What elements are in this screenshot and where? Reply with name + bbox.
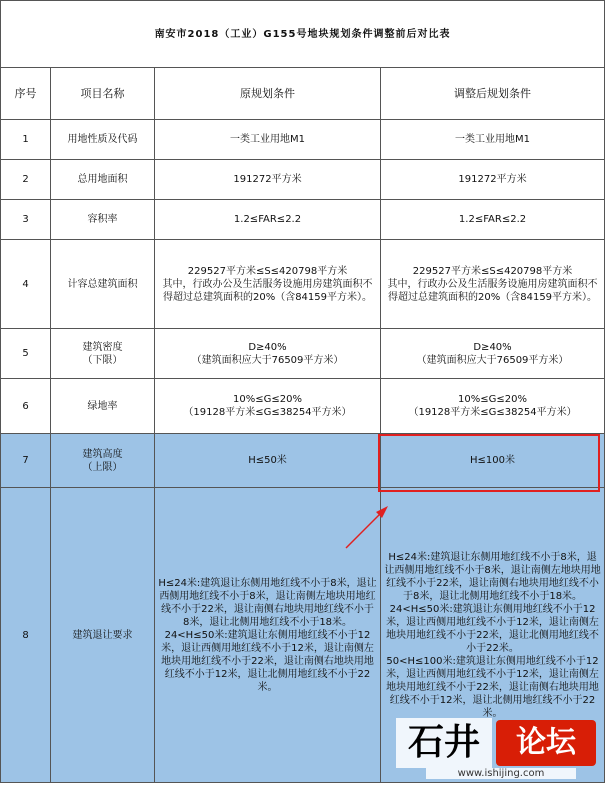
row-adjusted: 229527平方米≤S≤420798平方米 其中，行政办公及生活服务设施用房建筑面积不得超过总建筑面积的20%（含84159平方米）。	[381, 240, 605, 329]
row-original: 一类工业用地M1	[155, 120, 381, 160]
row-name: 容积率	[51, 200, 155, 240]
row-original: 229527平方米≤S≤420798平方米 其中，行政办公及生活服务设施用房建筑面积不得超过总建筑面积的20%（含84159平方米）。	[155, 240, 381, 329]
row-original: 10%≤G≤20% （19128平方米≤G≤38254平方米）	[155, 379, 381, 434]
row-name: 计容总建筑面积	[51, 240, 155, 329]
row-num: 2	[1, 160, 51, 200]
row-original: H≤50米	[155, 434, 381, 488]
row-name: 建筑高度 （上限）	[51, 434, 155, 488]
row-adjusted: H≤24米:建筑退让东侧用地红线不小于8米，退让西侧用地红线不小于8米，退让南侧左地块用地红线不小于22米，退让南侧右地块用地红线不小于8米，退让北侧用地红线不小于18米。 24<H≤50米:建筑退让东侧用地红线不小于12米，退让西侧用地红线不小于12米，退让南侧左地块用地红线不小于22米，退让北侧用地红线不小于22米。 50<H≤100米:建筑退让东侧用地红线不小于12米，退让西侧用地红线不小于12米，退让南侧左地块用地红线不小于22米，退让南侧右地块用地红线不小于12米，退让北侧用地红线不小于22米。	[381, 488, 605, 783]
watermark-logo-black: 石井	[396, 718, 492, 768]
row-num: 7	[1, 434, 51, 488]
row-num: 1	[1, 120, 51, 160]
row-num: 4	[1, 240, 51, 329]
site-watermark	[396, 718, 602, 782]
row-adjusted: D≥40% （建筑面积应大于76509平方米）	[381, 329, 605, 379]
row-adjusted: 1.2≤FAR≤2.2	[381, 200, 605, 240]
watermark-url: www.ishijing.com	[426, 768, 576, 779]
row-adjusted: 191272平方米	[381, 160, 605, 200]
row-name: 建筑密度 （下限）	[51, 329, 155, 379]
row-num: 8	[1, 488, 51, 783]
header-adjusted: 调整后规划条件	[381, 68, 605, 120]
row-original: D≥40% （建筑面积应大于76509平方米）	[155, 329, 381, 379]
row-name: 用地性质及代码	[51, 120, 155, 160]
row-original: H≤24米:建筑退让东侧用地红线不小于8米，退让西侧用地红线不小于8米，退让南侧左地块用地红线不小于22米，退让南侧右地块用地红线不小于8米，退让北侧用地红线不小于18米。 24<H≤50米:建筑退让东侧用地红线不小于12米，退让西侧用地红线不小于12米，退让南侧左地块用地红线不小于22米，退让南侧右地块用地红线不小于12米，退让北侧用地红线不小于22米。	[155, 488, 381, 783]
row-name: 总用地面积	[51, 160, 155, 200]
row-num: 6	[1, 379, 51, 434]
row-adjusted: 10%≤G≤20% （19128平方米≤G≤38254平方米）	[381, 379, 605, 434]
header-name: 项目名称	[51, 68, 155, 120]
row-adjusted: 一类工业用地M1	[381, 120, 605, 160]
row-name: 建筑退让要求	[51, 488, 155, 783]
row-adjusted: H≤100米	[381, 434, 605, 488]
table-title: 南安市2018（工业）G155号地块规划条件调整前后对比表	[1, 1, 605, 68]
row-original: 191272平方米	[155, 160, 381, 200]
header-num: 序号	[1, 68, 51, 120]
row-name: 绿地率	[51, 379, 155, 434]
row-num: 3	[1, 200, 51, 240]
header-original: 原规划条件	[155, 68, 381, 120]
row-original: 1.2≤FAR≤2.2	[155, 200, 381, 240]
watermark-logo-red: 论坛	[496, 720, 596, 766]
row-num: 5	[1, 329, 51, 379]
